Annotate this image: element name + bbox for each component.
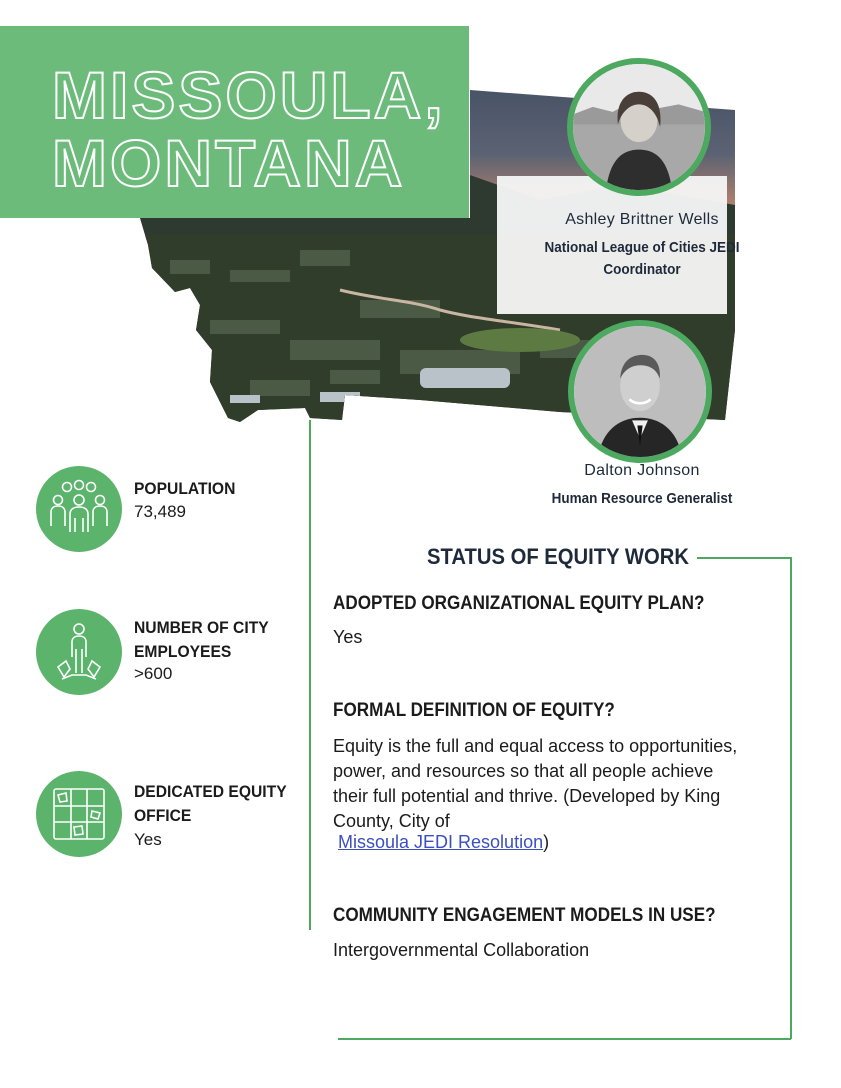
section-rule-top	[697, 557, 791, 559]
divider-left	[309, 420, 311, 930]
section-rule-bottom	[338, 1038, 791, 1040]
question-equity-plan: ADOPTED ORGANIZATIONAL EQUITY PLAN?	[333, 593, 705, 614]
stat-label-office-line1: DEDICATED EQUITY	[134, 782, 287, 801]
section-title: STATUS OF EQUITY WORK	[427, 544, 689, 569]
answer-definition-line4: County, City of	[333, 811, 450, 831]
missoula-jedi-resolution-link[interactable]: Missoula JEDI Resolution	[338, 832, 544, 852]
portrait-dalton-photo	[568, 320, 712, 463]
stat-value-population: 73,489	[134, 502, 186, 521]
portrait-ashley-photo	[567, 58, 711, 196]
city-employee-icon	[36, 609, 122, 695]
stat-label-population: POPULATION	[134, 479, 236, 498]
stat-value-employees: >600	[134, 664, 173, 683]
city-title: MISSOULA,	[52, 58, 446, 132]
person-role-ashley-line1: National League of Cities JEDI	[544, 239, 740, 256]
person-role-ashley-line2: Coordinator	[603, 261, 681, 278]
answer-engagement-models: Intergovernmental Collaboration	[333, 940, 590, 960]
people-group-icon	[36, 466, 122, 552]
section-rule-right	[790, 557, 792, 1039]
answer-definition-close: )	[543, 832, 550, 852]
answer-definition-link-line	[338, 829, 549, 855]
answer-definition-line2: power, and resources so that all people achieve	[333, 761, 714, 781]
person-name-dalton: Dalton Johnson	[584, 462, 700, 479]
stat-label-office-line2: OFFICE	[134, 806, 192, 825]
stat-value-office: Yes	[134, 830, 162, 849]
question-equity-definition: FORMAL DEFINITION OF EQUITY?	[333, 700, 615, 721]
equity-office-icon	[36, 771, 122, 857]
person-role-dalton: Human Resource Generalist	[551, 490, 733, 507]
answer-definition-line1: Equity is the full and equal access to opportunities,	[333, 736, 738, 756]
stat-label-employees-line1: NUMBER OF CITY	[134, 618, 269, 637]
state-title: MONTANA	[52, 126, 406, 200]
person-name-ashley: Ashley Brittner Wells	[565, 211, 719, 228]
answer-definition-line3: their full potential and thrive. (Developed by King	[333, 786, 721, 806]
answer-equity-plan: Yes	[333, 627, 363, 647]
stat-label-employees-line2: EMPLOYEES	[134, 642, 232, 661]
question-engagement-models: COMMUNITY ENGAGEMENT MODELS IN USE?	[333, 905, 716, 926]
